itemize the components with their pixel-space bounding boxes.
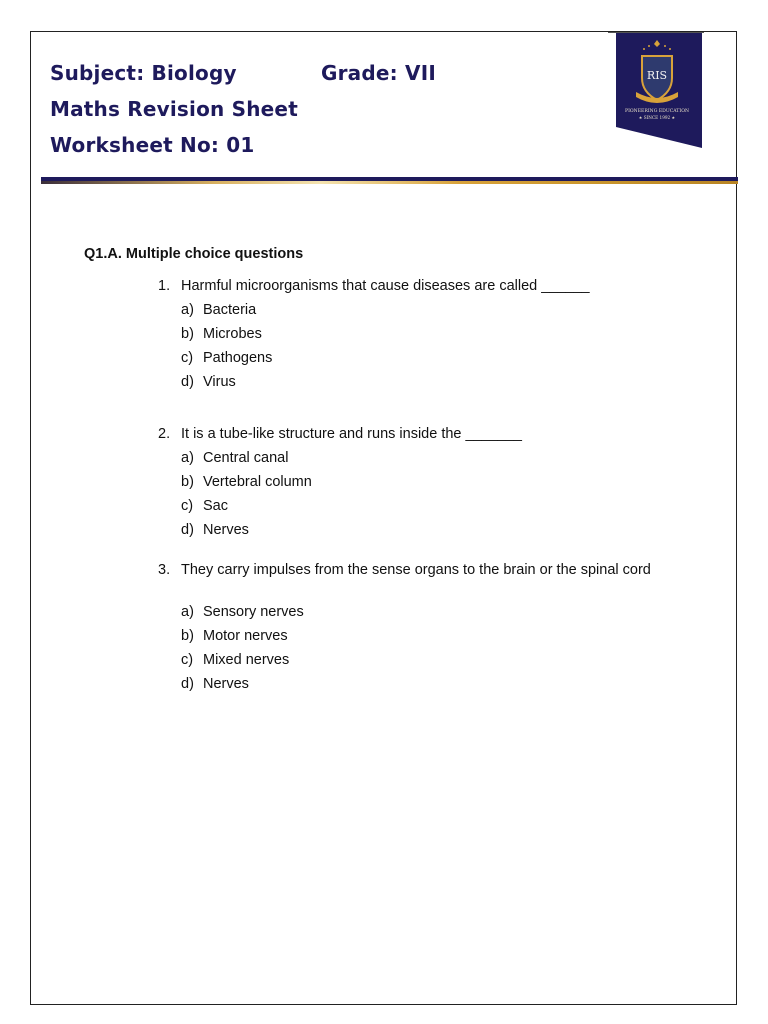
question-2-option-c-letter: c): [181, 498, 194, 514]
question-2-text: It is a tube-like structure and runs inside the _______: [181, 426, 522, 442]
question-2-option-c: Sac: [203, 498, 228, 514]
question-3-text: They carry impulses from the sense organs to the brain or the spinal cord: [181, 562, 651, 578]
question-1-text: Harmful microorganisms that cause diseases are called ______: [181, 278, 590, 294]
worksheet-number: Worksheet No: 01: [50, 133, 255, 157]
section-title: Q1.A. Multiple choice questions: [84, 246, 304, 262]
logo-initials: RIS: [646, 69, 668, 82]
question-2-option-d-letter: d): [181, 522, 194, 538]
question-2-number: 2.: [158, 426, 171, 442]
logo-tagline: PIONEERING EDUCATION: [625, 109, 689, 114]
question-2-option-d: Nerves: [203, 522, 249, 538]
question-3-option-d-letter: d): [181, 676, 194, 692]
question-1-option-c: Pathogens: [203, 350, 273, 366]
question-1-option-c-letter: c): [181, 350, 194, 366]
question-3-option-b: Motor nerves: [203, 628, 288, 644]
question-3-option-d: Nerves: [203, 676, 249, 692]
question-1-option-d: Virus: [203, 374, 236, 390]
header-divider-gold: [41, 181, 738, 184]
question-1-option-a-letter: a): [181, 302, 194, 318]
question-1-option-d-letter: d): [181, 374, 194, 390]
question-2-option-b-letter: b): [181, 474, 194, 490]
question-3-number: 3.: [158, 562, 171, 578]
logo-since: ★ SINCE 1992 ★: [638, 115, 676, 120]
question-3-option-c: Mixed nerves: [203, 652, 290, 668]
question-2-option-a: Central canal: [203, 450, 289, 466]
question-1-option-b-letter: b): [181, 326, 194, 342]
grade-heading: Grade: VII: [321, 61, 436, 85]
question-3-option-c-letter: c): [181, 652, 194, 668]
question-1-option-a: Bacteria: [203, 302, 257, 318]
subject-heading: Subject: Biology: [50, 61, 237, 85]
question-3-option-b-letter: b): [181, 628, 194, 644]
sheet-title: Maths Revision Sheet: [50, 97, 298, 121]
question-2-option-b: Vertebral column: [203, 474, 312, 490]
school-logo: [608, 32, 704, 150]
question-1-option-b: Microbes: [203, 326, 262, 342]
question-2-option-a-letter: a): [181, 450, 194, 466]
question-3-option-a: Sensory nerves: [203, 604, 304, 620]
question-1-number: 1.: [158, 278, 171, 294]
question-3-option-a-letter: a): [181, 604, 194, 620]
